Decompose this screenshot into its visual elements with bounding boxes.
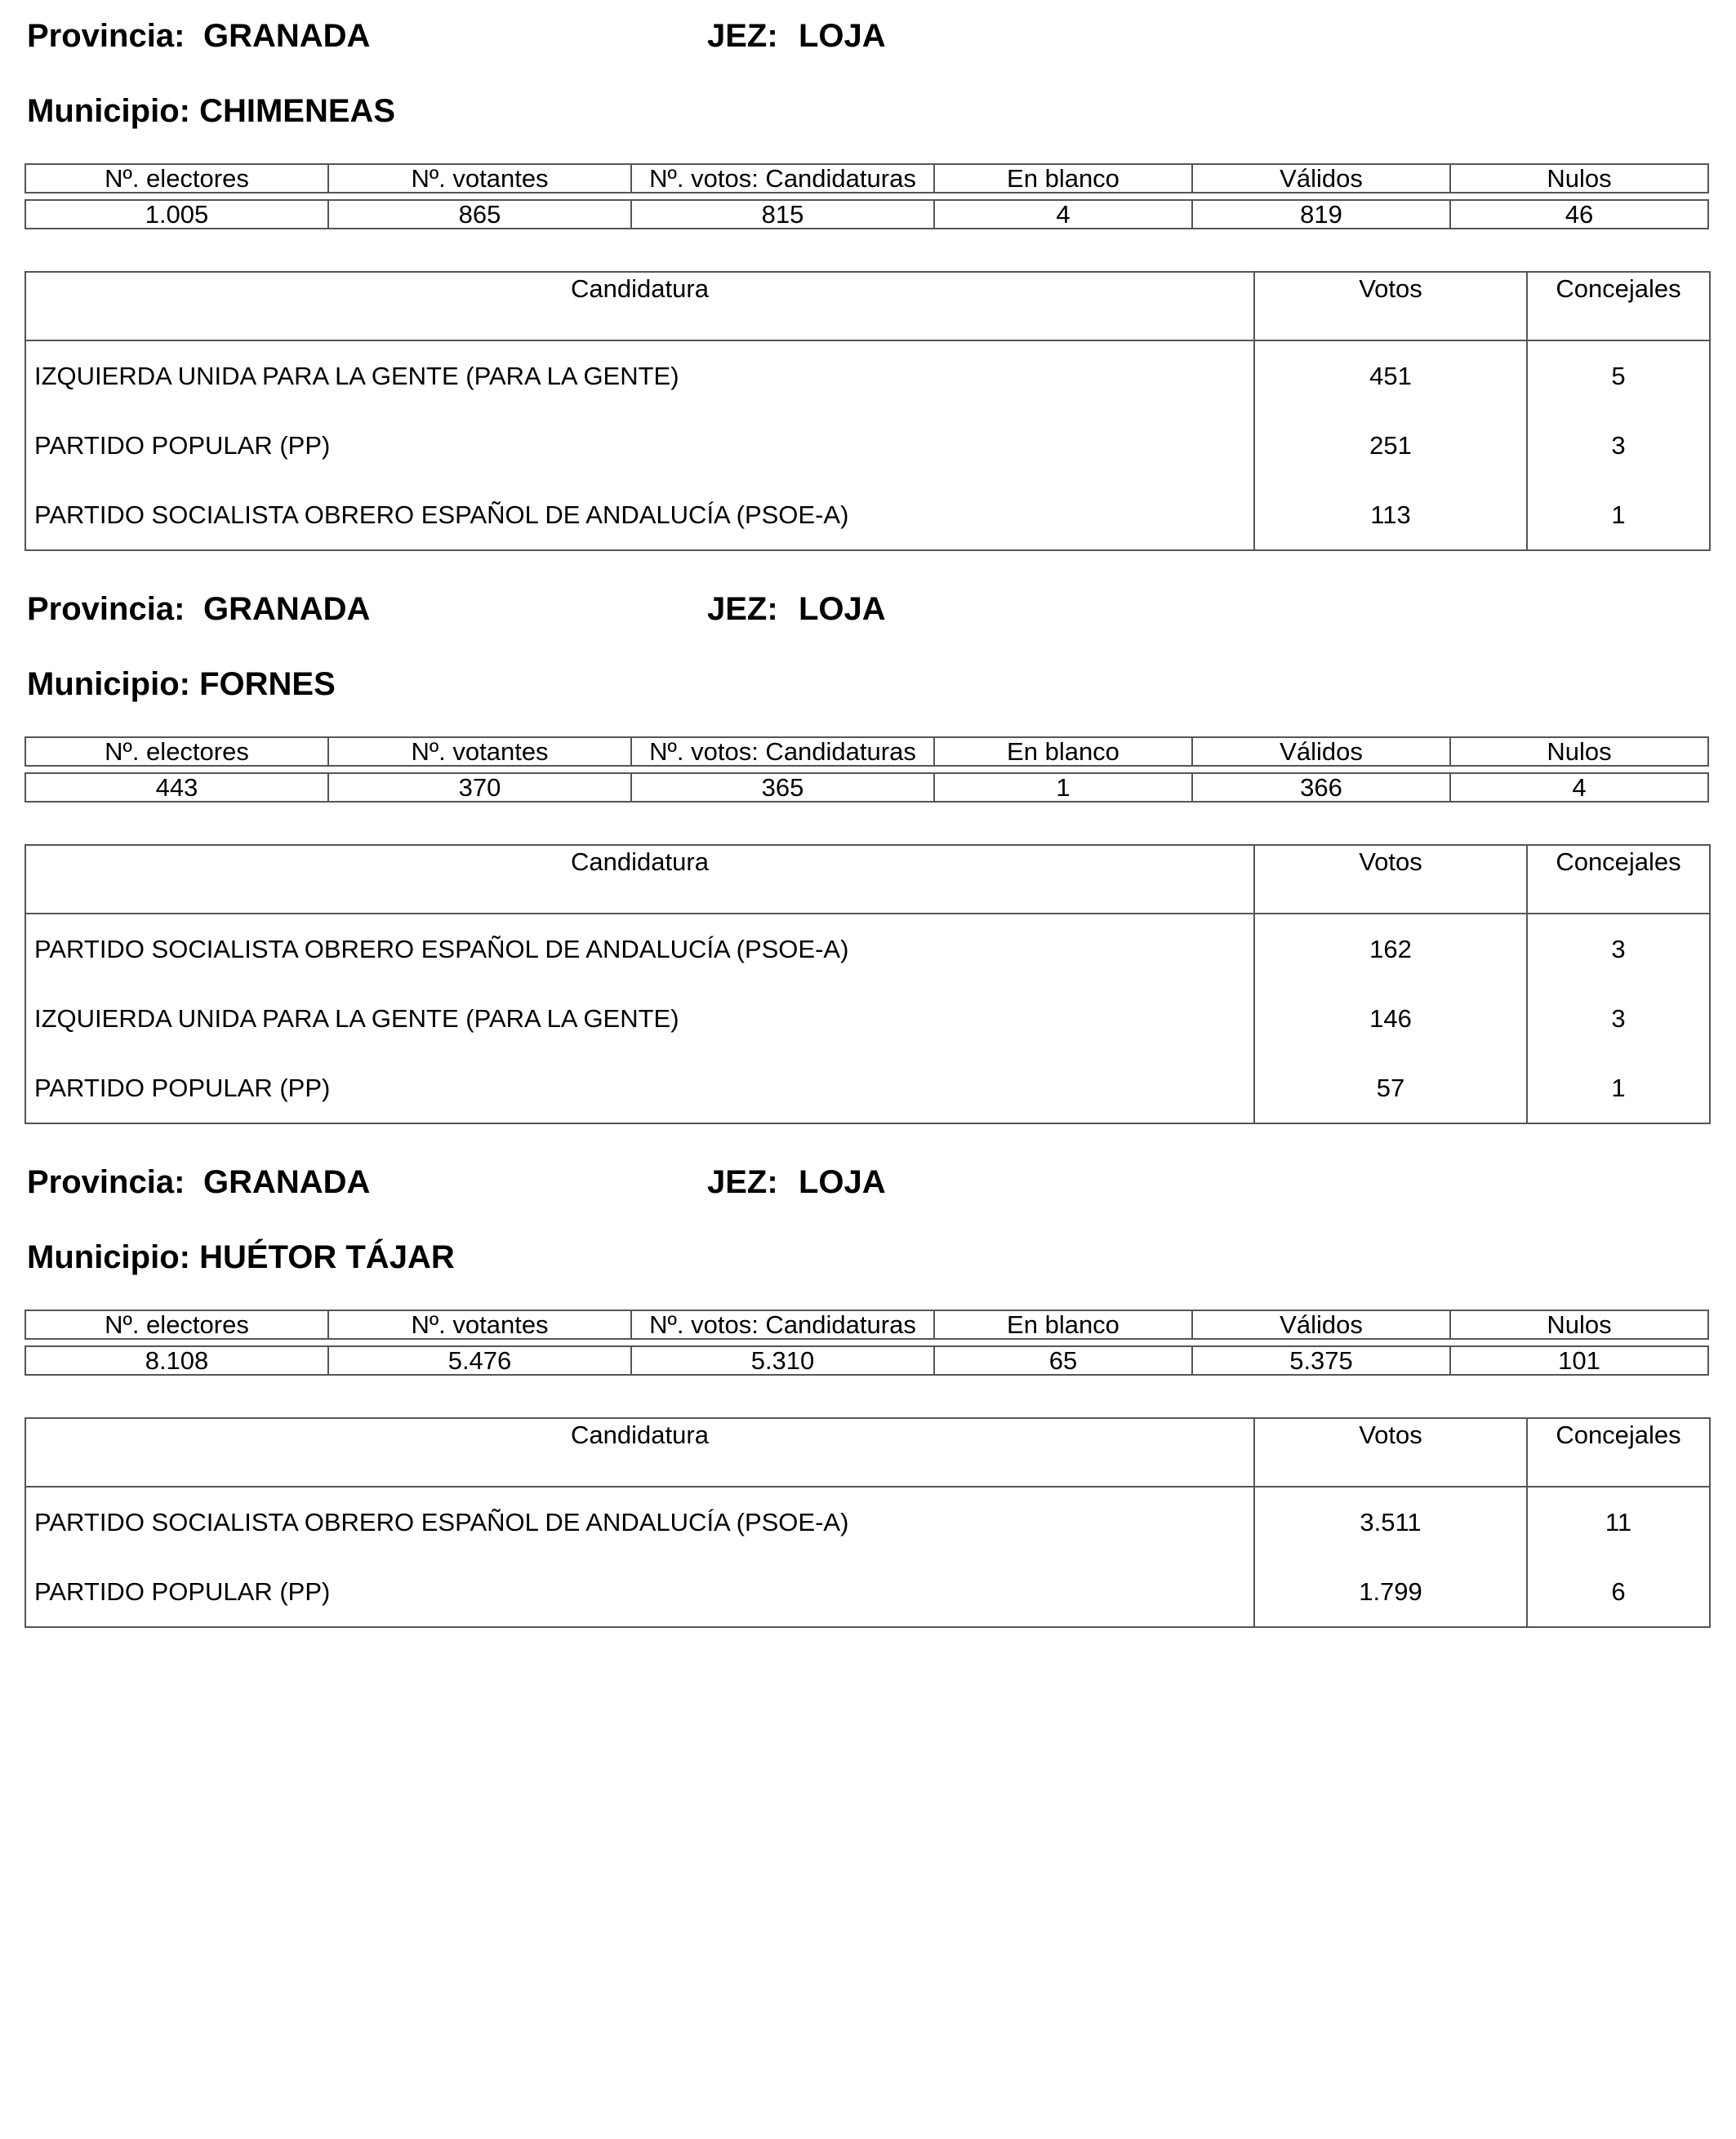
stats-header: Nulos — [1450, 164, 1708, 193]
results-row — [25, 984, 1710, 1053]
concejales-value: 11 — [1527, 1487, 1710, 1557]
jez-line — [707, 1163, 886, 1202]
concejales-value: 1 — [1527, 480, 1710, 550]
results-header-row — [25, 1418, 1710, 1487]
stats-value: 5.476 — [328, 1346, 631, 1375]
stats-header-row — [25, 164, 1708, 193]
stats-header: Nº. electores — [25, 164, 328, 193]
provincia-value: GRANADA — [203, 591, 371, 627]
jez-line — [707, 16, 886, 56]
results-header-concejales: Concejales — [1527, 845, 1710, 914]
stats-header: Nº. votantes — [328, 1310, 631, 1339]
results-row — [25, 340, 1710, 411]
results-header-votos: Votos — [1254, 845, 1527, 914]
stats-value: 101 — [1450, 1346, 1708, 1375]
stats-value: 46 — [1450, 200, 1708, 229]
party-name: IZQUIERDA UNIDA PARA LA GENTE (PARA LA GENTE) — [25, 984, 1254, 1053]
results-header-row — [25, 845, 1710, 914]
stats-table — [24, 163, 1709, 229]
jez-value: LOJA — [799, 18, 886, 54]
concejales-value: 6 — [1527, 1557, 1710, 1627]
stats-header: Válidos — [1192, 1310, 1450, 1339]
results-table — [24, 271, 1711, 551]
stats-value: 5.310 — [631, 1346, 934, 1375]
municipio-value: HUÉTOR TÁJAR — [199, 1239, 455, 1275]
jez-value: LOJA — [799, 1164, 886, 1200]
concejales-value: 3 — [1527, 984, 1710, 1053]
results-header-votos: Votos — [1254, 272, 1527, 340]
stats-header-row — [25, 1310, 1708, 1339]
votos-value: 113 — [1254, 480, 1527, 550]
stats-value: 819 — [1192, 200, 1450, 229]
stats-spacer — [25, 193, 1708, 200]
stats-header: Nº. votantes — [328, 164, 631, 193]
stats-header: En blanco — [934, 1310, 1192, 1339]
results-row — [25, 411, 1710, 480]
stats-value-row — [25, 200, 1708, 229]
stats-value: 865 — [328, 200, 631, 229]
party-name: PARTIDO SOCIALISTA OBRERO ESPAÑOL DE ANDALUCÍA (PSOE-A) — [25, 480, 1254, 550]
results-table — [24, 844, 1711, 1124]
votos-value: 3.511 — [1254, 1487, 1527, 1557]
results-header-candidatura: Candidatura — [25, 1418, 1254, 1487]
jez-value: LOJA — [799, 591, 886, 627]
provincia-line — [27, 16, 370, 56]
results-row — [25, 1487, 1710, 1557]
provincia-label: Provincia: — [27, 591, 185, 627]
results-table — [24, 1417, 1711, 1628]
provincia-value: GRANADA — [203, 18, 371, 54]
concejales-value: 5 — [1527, 340, 1710, 411]
stats-value: 815 — [631, 200, 934, 229]
stats-header: En blanco — [934, 737, 1192, 766]
votos-value: 146 — [1254, 984, 1527, 1053]
stats-value: 5.375 — [1192, 1346, 1450, 1375]
concejales-value: 1 — [1527, 1053, 1710, 1123]
provincia-label: Provincia: — [27, 18, 185, 54]
municipio-label: Municipio: — [27, 666, 190, 702]
party-name: IZQUIERDA UNIDA PARA LA GENTE (PARA LA GENTE) — [25, 340, 1254, 411]
stats-value-row — [25, 773, 1708, 802]
results-header-concejales: Concejales — [1527, 1418, 1710, 1487]
results-header-row — [25, 272, 1710, 340]
party-name: PARTIDO SOCIALISTA OBRERO ESPAÑOL DE ANDALUCÍA (PSOE-A) — [25, 914, 1254, 984]
results-header-concejales: Concejales — [1527, 272, 1710, 340]
stats-value: 4 — [934, 200, 1192, 229]
stats-header-row — [25, 737, 1708, 766]
municipio-line — [27, 91, 395, 131]
stats-value-row — [25, 1346, 1708, 1375]
stats-value: 65 — [934, 1346, 1192, 1375]
stats-value: 4 — [1450, 773, 1708, 802]
municipio-value: CHIMENEAS — [199, 93, 396, 129]
votos-value: 57 — [1254, 1053, 1527, 1123]
stats-header: Nulos — [1450, 737, 1708, 766]
votos-value: 1.799 — [1254, 1557, 1527, 1627]
provincia-label: Provincia: — [27, 1164, 185, 1200]
results-header-candidatura: Candidatura — [25, 272, 1254, 340]
stats-header: Nº. votos: Candidaturas — [631, 164, 934, 193]
jez-label: JEZ: — [707, 1164, 778, 1200]
results-row — [25, 480, 1710, 550]
jez-line — [707, 589, 886, 629]
results-row — [25, 1053, 1710, 1123]
stats-value: 365 — [631, 773, 934, 802]
stats-header: Nº. electores — [25, 737, 328, 766]
results-row — [25, 1557, 1710, 1627]
votos-value: 251 — [1254, 411, 1527, 480]
stats-table — [24, 736, 1709, 803]
party-name: PARTIDO SOCIALISTA OBRERO ESPAÑOL DE ANDALUCÍA (PSOE-A) — [25, 1487, 1254, 1557]
party-name: PARTIDO POPULAR (PP) — [25, 1557, 1254, 1627]
provincia-line — [27, 1163, 370, 1202]
stats-header: Nº. votos: Candidaturas — [631, 737, 934, 766]
stats-header: Nº. votos: Candidaturas — [631, 1310, 934, 1339]
stats-header: Nº. electores — [25, 1310, 328, 1339]
jez-label: JEZ: — [707, 591, 778, 627]
results-header-candidatura: Candidatura — [25, 845, 1254, 914]
stats-header: Válidos — [1192, 164, 1450, 193]
stats-header: Nulos — [1450, 1310, 1708, 1339]
stats-value: 8.108 — [25, 1346, 328, 1375]
provincia-value: GRANADA — [203, 1164, 371, 1200]
stats-value: 370 — [328, 773, 631, 802]
results-header-votos: Votos — [1254, 1418, 1527, 1487]
provincia-line — [27, 589, 370, 629]
stats-spacer — [25, 1339, 1708, 1346]
votos-value: 451 — [1254, 340, 1527, 411]
municipio-line — [27, 665, 336, 704]
stats-value: 443 — [25, 773, 328, 802]
stats-header: En blanco — [934, 164, 1192, 193]
municipio-label: Municipio: — [27, 1239, 190, 1275]
jez-label: JEZ: — [707, 18, 778, 54]
stats-header: Válidos — [1192, 737, 1450, 766]
municipio-value: FORNES — [199, 666, 336, 702]
party-name: PARTIDO POPULAR (PP) — [25, 411, 1254, 480]
stats-header: Nº. votantes — [328, 737, 631, 766]
stats-value: 366 — [1192, 773, 1450, 802]
municipio-line — [27, 1238, 455, 1277]
stats-spacer — [25, 766, 1708, 773]
stats-value: 1.005 — [25, 200, 328, 229]
votos-value: 162 — [1254, 914, 1527, 984]
results-row — [25, 914, 1710, 984]
stats-table — [24, 1310, 1709, 1376]
stats-value: 1 — [934, 773, 1192, 802]
concejales-value: 3 — [1527, 914, 1710, 984]
municipio-label: Municipio: — [27, 93, 190, 129]
party-name: PARTIDO POPULAR (PP) — [25, 1053, 1254, 1123]
concejales-value: 3 — [1527, 411, 1710, 480]
